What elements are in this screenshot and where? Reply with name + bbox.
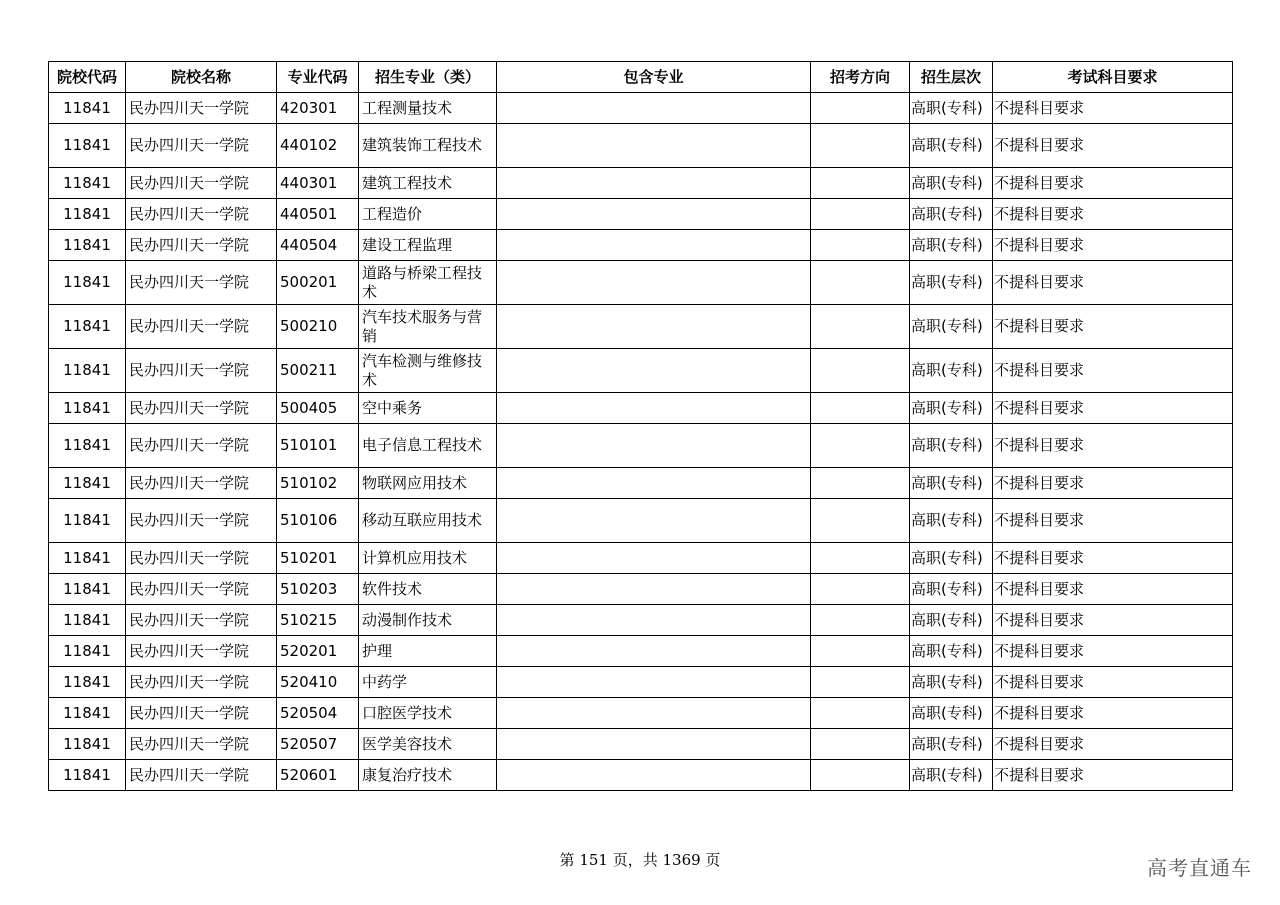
header-level: 招生层次 <box>910 62 993 93</box>
direction-cell <box>811 698 910 729</box>
major-code-cell: 520504 <box>277 698 359 729</box>
school-code-cell: 11841 <box>49 93 126 124</box>
major-name-cell: 汽车检测与维修技术 <box>359 349 497 393</box>
subject-requirement-cell: 不提科目要求 <box>993 305 1233 349</box>
included-majors-cell <box>497 230 811 261</box>
school-code-cell: 11841 <box>49 605 126 636</box>
direction-cell <box>811 605 910 636</box>
included-majors-cell <box>497 468 811 499</box>
school-code-cell: 11841 <box>49 760 126 791</box>
school-code-cell: 11841 <box>49 698 126 729</box>
school-name-cell: 民办四川天一学院 <box>126 349 277 393</box>
school-code-cell: 11841 <box>49 636 126 667</box>
school-name-cell: 民办四川天一学院 <box>126 168 277 199</box>
direction-cell <box>811 199 910 230</box>
subject-requirement-cell: 不提科目要求 <box>993 729 1233 760</box>
direction-cell <box>811 124 910 168</box>
direction-cell <box>811 760 910 791</box>
table-row <box>49 424 1233 468</box>
table-row <box>49 760 1233 791</box>
included-majors-cell <box>497 261 811 305</box>
major-name-cell: 物联网应用技术 <box>359 468 497 499</box>
included-majors-cell <box>497 199 811 230</box>
major-code-cell: 440102 <box>277 124 359 168</box>
table-row <box>49 698 1233 729</box>
school-code-cell: 11841 <box>49 230 126 261</box>
major-name-cell: 工程测量技术 <box>359 93 497 124</box>
school-name-cell: 民办四川天一学院 <box>126 499 277 543</box>
included-majors-cell <box>497 605 811 636</box>
school-code-cell: 11841 <box>49 349 126 393</box>
school-name-cell: 民办四川天一学院 <box>126 574 277 605</box>
major-name-cell: 医学美容技术 <box>359 729 497 760</box>
included-majors-cell <box>497 574 811 605</box>
direction-cell <box>811 393 910 424</box>
included-majors-cell <box>497 729 811 760</box>
major-name-cell: 电子信息工程技术 <box>359 424 497 468</box>
table-row <box>49 574 1233 605</box>
table-row <box>49 605 1233 636</box>
subject-requirement-cell: 不提科目要求 <box>993 574 1233 605</box>
header-row <box>49 62 1233 93</box>
major-name-cell: 动漫制作技术 <box>359 605 497 636</box>
major-code-cell: 440301 <box>277 168 359 199</box>
subject-requirement-cell: 不提科目要求 <box>993 349 1233 393</box>
major-code-cell: 440501 <box>277 199 359 230</box>
level-cell: 高职(专科) <box>910 199 993 230</box>
subject-requirement-cell: 不提科目要求 <box>993 199 1233 230</box>
included-majors-cell <box>497 543 811 574</box>
subject-requirement-cell: 不提科目要求 <box>993 760 1233 791</box>
direction-cell <box>811 574 910 605</box>
school-code-cell: 11841 <box>49 499 126 543</box>
major-name-cell: 康复治疗技术 <box>359 760 497 791</box>
enrollment-plan-table <box>48 61 1233 791</box>
major-code-cell: 510215 <box>277 605 359 636</box>
school-name-cell: 民办四川天一学院 <box>126 305 277 349</box>
header-direction: 招考方向 <box>811 62 910 93</box>
school-code-cell: 11841 <box>49 393 126 424</box>
included-majors-cell <box>497 667 811 698</box>
major-name-cell: 道路与桥梁工程技术 <box>359 261 497 305</box>
level-cell: 高职(专科) <box>910 230 993 261</box>
major-code-cell: 510106 <box>277 499 359 543</box>
major-code-cell: 510102 <box>277 468 359 499</box>
table-row <box>49 468 1233 499</box>
major-name-cell: 计算机应用技术 <box>359 543 497 574</box>
level-cell: 高职(专科) <box>910 667 993 698</box>
header-included-majors: 包含专业 <box>497 62 811 93</box>
subject-requirement-cell: 不提科目要求 <box>993 93 1233 124</box>
major-name-cell: 口腔医学技术 <box>359 698 497 729</box>
subject-requirement-cell: 不提科目要求 <box>993 605 1233 636</box>
subject-requirement-cell: 不提科目要求 <box>993 261 1233 305</box>
major-name-cell: 移动互联应用技术 <box>359 499 497 543</box>
direction-cell <box>811 261 910 305</box>
level-cell: 高职(专科) <box>910 393 993 424</box>
subject-requirement-cell: 不提科目要求 <box>993 393 1233 424</box>
major-code-cell: 520601 <box>277 760 359 791</box>
school-name-cell: 民办四川天一学院 <box>126 667 277 698</box>
school-name-cell: 民办四川天一学院 <box>126 636 277 667</box>
major-name-cell: 建筑工程技术 <box>359 168 497 199</box>
subject-requirement-cell: 不提科目要求 <box>993 667 1233 698</box>
level-cell: 高职(专科) <box>910 636 993 667</box>
subject-requirement-cell: 不提科目要求 <box>993 168 1233 199</box>
direction-cell <box>811 667 910 698</box>
direction-cell <box>811 230 910 261</box>
header-school-code: 院校代码 <box>49 62 126 93</box>
direction-cell <box>811 93 910 124</box>
school-code-cell: 11841 <box>49 261 126 305</box>
major-code-cell: 500405 <box>277 393 359 424</box>
major-name-cell: 建设工程监理 <box>359 230 497 261</box>
included-majors-cell <box>497 93 811 124</box>
included-majors-cell <box>497 636 811 667</box>
level-cell: 高职(专科) <box>910 760 993 791</box>
subject-requirement-cell: 不提科目要求 <box>993 543 1233 574</box>
direction-cell <box>811 729 910 760</box>
header-school-name: 院校名称 <box>126 62 277 93</box>
table-row <box>49 636 1233 667</box>
school-name-cell: 民办四川天一学院 <box>126 760 277 791</box>
school-code-cell: 11841 <box>49 574 126 605</box>
table-row <box>49 499 1233 543</box>
major-name-cell: 中药学 <box>359 667 497 698</box>
table-row <box>49 349 1233 393</box>
school-name-cell: 民办四川天一学院 <box>126 261 277 305</box>
school-code-cell: 11841 <box>49 424 126 468</box>
included-majors-cell <box>497 760 811 791</box>
table-row <box>49 93 1233 124</box>
direction-cell <box>811 468 910 499</box>
school-name-cell: 民办四川天一学院 <box>126 199 277 230</box>
major-code-cell: 520507 <box>277 729 359 760</box>
major-code-cell: 420301 <box>277 93 359 124</box>
level-cell: 高职(专科) <box>910 349 993 393</box>
level-cell: 高职(专科) <box>910 605 993 636</box>
major-code-cell: 510203 <box>277 574 359 605</box>
included-majors-cell <box>497 393 811 424</box>
major-code-cell: 510201 <box>277 543 359 574</box>
included-majors-cell <box>497 499 811 543</box>
direction-cell <box>811 636 910 667</box>
level-cell: 高职(专科) <box>910 499 993 543</box>
school-code-cell: 11841 <box>49 124 126 168</box>
school-code-cell: 11841 <box>49 468 126 499</box>
major-code-cell: 500210 <box>277 305 359 349</box>
level-cell: 高职(专科) <box>910 261 993 305</box>
school-name-cell: 民办四川天一学院 <box>126 543 277 574</box>
subject-requirement-cell: 不提科目要求 <box>993 424 1233 468</box>
major-code-cell: 500211 <box>277 349 359 393</box>
direction-cell <box>811 499 910 543</box>
school-code-cell: 11841 <box>49 305 126 349</box>
level-cell: 高职(专科) <box>910 168 993 199</box>
direction-cell <box>811 424 910 468</box>
major-name-cell: 空中乘务 <box>359 393 497 424</box>
direction-cell <box>811 349 910 393</box>
level-cell: 高职(专科) <box>910 698 993 729</box>
level-cell: 高职(专科) <box>910 124 993 168</box>
school-code-cell: 11841 <box>49 729 126 760</box>
subject-requirement-cell: 不提科目要求 <box>993 230 1233 261</box>
school-name-cell: 民办四川天一学院 <box>126 605 277 636</box>
major-code-cell: 500201 <box>277 261 359 305</box>
page-number: 第 151 页，共 1369 页 <box>559 851 721 869</box>
major-name-cell: 建筑装饰工程技术 <box>359 124 497 168</box>
level-cell: 高职(专科) <box>910 729 993 760</box>
school-code-cell: 11841 <box>49 667 126 698</box>
level-cell: 高职(专科) <box>910 574 993 605</box>
school-name-cell: 民办四川天一学院 <box>126 424 277 468</box>
major-code-cell: 510101 <box>277 424 359 468</box>
direction-cell <box>811 168 910 199</box>
major-code-cell: 520201 <box>277 636 359 667</box>
school-code-cell: 11841 <box>49 543 126 574</box>
level-cell: 高职(专科) <box>910 424 993 468</box>
school-name-cell: 民办四川天一学院 <box>126 93 277 124</box>
table-row <box>49 199 1233 230</box>
major-code-cell: 440504 <box>277 230 359 261</box>
table-row <box>49 124 1233 168</box>
included-majors-cell <box>497 124 811 168</box>
major-name-cell: 工程造价 <box>359 199 497 230</box>
table-row <box>49 305 1233 349</box>
major-name-cell: 软件技术 <box>359 574 497 605</box>
subject-requirement-cell: 不提科目要求 <box>993 698 1233 729</box>
direction-cell <box>811 305 910 349</box>
school-name-cell: 民办四川天一学院 <box>126 124 277 168</box>
school-name-cell: 民办四川天一学院 <box>126 393 277 424</box>
included-majors-cell <box>497 698 811 729</box>
school-name-cell: 民办四川天一学院 <box>126 729 277 760</box>
table-row <box>49 667 1233 698</box>
table-row <box>49 230 1233 261</box>
direction-cell <box>811 543 910 574</box>
major-name-cell: 护理 <box>359 636 497 667</box>
level-cell: 高职(专科) <box>910 468 993 499</box>
school-code-cell: 11841 <box>49 168 126 199</box>
school-name-cell: 民办四川天一学院 <box>126 698 277 729</box>
header-major: 招生专业（类） <box>359 62 497 93</box>
table-row <box>49 393 1233 424</box>
table-row <box>49 729 1233 760</box>
level-cell: 高职(专科) <box>910 305 993 349</box>
subject-requirement-cell: 不提科目要求 <box>993 499 1233 543</box>
table-row <box>49 543 1233 574</box>
level-cell: 高职(专科) <box>910 93 993 124</box>
major-name-cell: 汽车技术服务与营销 <box>359 305 497 349</box>
included-majors-cell <box>497 305 811 349</box>
included-majors-cell <box>497 349 811 393</box>
subject-requirement-cell: 不提科目要求 <box>993 124 1233 168</box>
school-name-cell: 民办四川天一学院 <box>126 468 277 499</box>
watermark-logo-text: 高考直通车 <box>1147 856 1252 880</box>
included-majors-cell <box>497 168 811 199</box>
header-major-code: 专业代码 <box>277 62 359 93</box>
major-code-cell: 520410 <box>277 667 359 698</box>
table-row <box>49 168 1233 199</box>
table-row <box>49 261 1233 305</box>
subject-requirement-cell: 不提科目要求 <box>993 636 1233 667</box>
subject-requirement-cell: 不提科目要求 <box>993 468 1233 499</box>
school-code-cell: 11841 <box>49 199 126 230</box>
level-cell: 高职(专科) <box>910 543 993 574</box>
included-majors-cell <box>497 424 811 468</box>
header-subject-requirement: 考试科目要求 <box>993 62 1233 93</box>
school-name-cell: 民办四川天一学院 <box>126 230 277 261</box>
